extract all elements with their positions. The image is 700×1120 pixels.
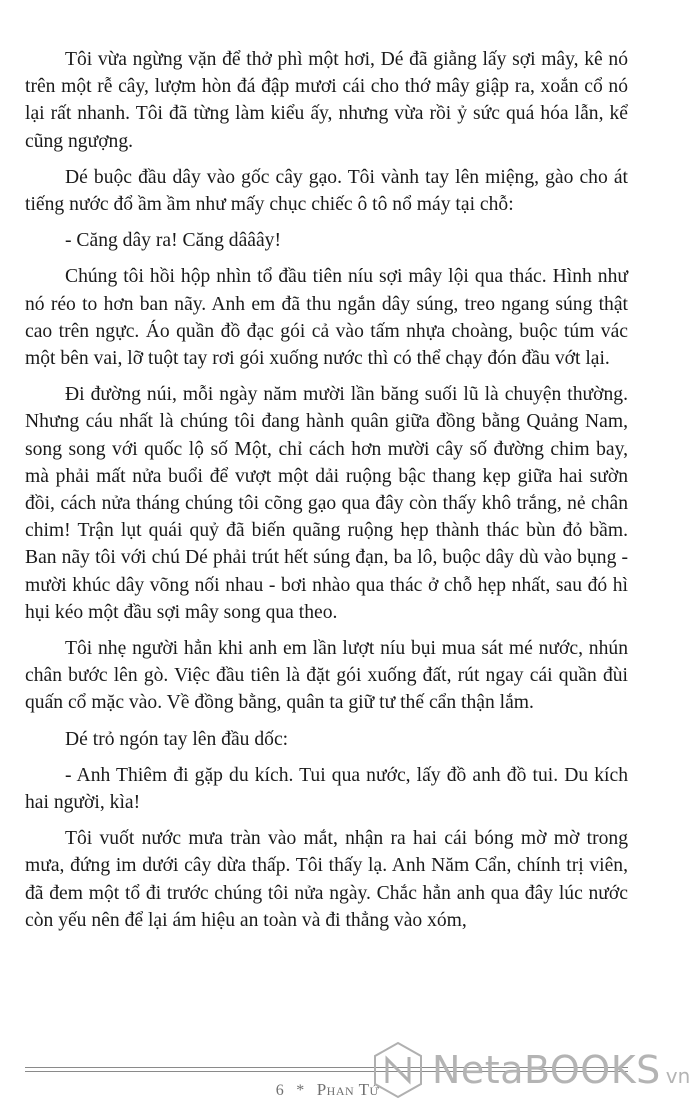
paragraph: - Anh Thiêm đi gặp du kích. Tui qua nước, lấy đồ anh đồ tui. Du kích hai người, kìa! bbox=[25, 764, 628, 814]
paragraph: Tôi nhẹ người hẳn khi anh em lần lượt níu bụi mua sát mé nước, nhún chân bước lên gò. Việc đầu tiên là đặt gói xuống đất, rút ngay cái quần đùi quấn cổ mặc vào. Về đồng bằng, quân ta giữ tư thế cẩn thận lắm. bbox=[25, 638, 628, 714]
netabooks-logo-icon bbox=[372, 1041, 424, 1099]
paragraph: Chúng tôi hồi hộp nhìn tổ đầu tiên níu sợi mây lội qua thác. Hình như nó réo to hơn ban nãy. Anh em đã thu ngắn dây súng, treo ngang súng thật cao trên ngực. Áo quần đồ đạc gói cả vào tấm nhựa choàng, buộc túm vác một bên vai, lỡ tuột tay rơi gói xuống nước thì có thể chạy đón đầu vớt lại. bbox=[25, 266, 628, 370]
author-name: Phan Tứ bbox=[316, 1080, 380, 1099]
paragraph: Tôi vừa ngừng vặn để thở phì một hơi, Dé đã giằng lấy sợi mây, kê nó trên một rễ cây, lượm hòn đá đập mươi cái cho thớ mây giập ra, xoắn cổ nó lại rất nhanh. Tôi đã từng làm kiểu ấy, nhưng vừa rồi ỷ sức quá hóa lẫn, kể cũng ngượng. bbox=[25, 49, 628, 152]
paragraph: Tôi vuốt nước mưa tràn vào mắt, nhận ra hai cái bóng mờ mờ trong mưa, đứng im dưới cây dừa thấp. Tôi thấy lạ. Anh Năm Cẩn, chính trị viên, đã đem một tổ đi trước chúng tôi nửa ngày. Chắc hẳn anh qua đây lúc nước còn yếu nên để lại ám hiệu an toàn và đi thẳng vào xóm, bbox=[25, 828, 628, 931]
page-number: 6 bbox=[275, 1082, 285, 1099]
paragraph: Dé buộc đầu dây vào gốc cây gạo. Tôi vành tay lên miệng, gào cho át tiếng nước đổ ầm ầm như mấy chục chiếc ô tô nổ máy tại chỗ: bbox=[25, 166, 628, 216]
footer-separator: * bbox=[296, 1082, 305, 1099]
watermark-brand: NetaBOOKS bbox=[432, 1048, 661, 1092]
paragraph: - Căng dây ra! Căng dââây! bbox=[65, 230, 281, 252]
paragraph: Đi đường núi, mỗi ngày năm mười lần băng suối lũ là chuyện thường. Nhưng cáu nhất là chúng tôi đang hành quân giữa đồng bằng Quảng Nam, song song với quốc lộ số Một, chỉ cách hơn mười cây số đường chim bay, mà phải mất nửa buổi để vượt một dải ruộng bậc thang kẹp giữa hai sườn đồi, cách nửa tháng chúng tôi cõng gạo qua đây còn thấy khô trắng, nẻ chân chim! Trận lụt quái quỷ đã biến quãng ruộng hẹp thành thác bùn đỏ bầm. Ban nãy tôi với chú Dé phải trút hết súng đạn, ba lô, buộc dây dù vào bụng - mười khúc dây võng nối nhau - bơi nhào qua thác ở chỗ hẹp nhất, sau đó hì hụi kéo một đầu sợi mây song qua theo. bbox=[25, 384, 628, 623]
watermark bbox=[372, 1040, 692, 1100]
watermark-suffix: vn bbox=[665, 1064, 691, 1088]
page-body bbox=[25, 46, 628, 943]
paragraph: Dé trỏ ngón tay lên đầu dốc: bbox=[65, 728, 289, 750]
